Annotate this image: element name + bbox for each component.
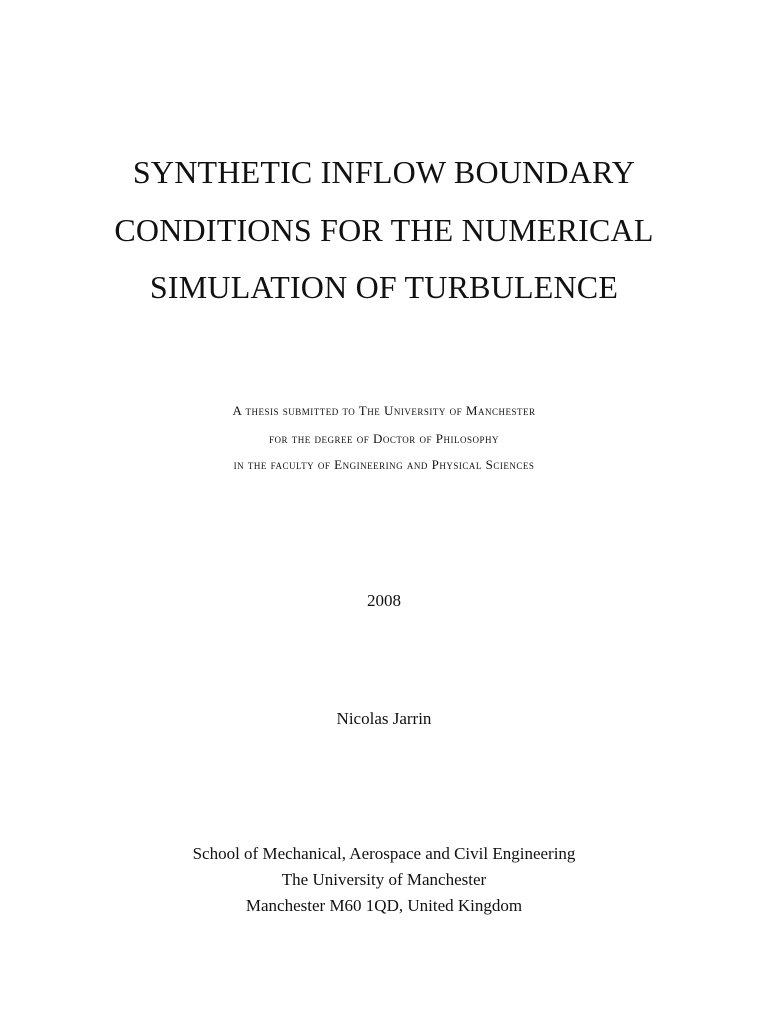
affiliation-line-1: School of Mechanical, Aerospace and Civil Engineering bbox=[192, 844, 576, 863]
title-line-2: CONDITIONS FOR THE NUMERICAL bbox=[114, 212, 654, 248]
title-line-3: SIMULATION OF TURBULENCE bbox=[149, 269, 619, 305]
title-line-1: SYNTHETIC INFLOW BOUNDARY bbox=[132, 154, 636, 190]
affiliation-line-3: Manchester M60 1QD, United Kingdom bbox=[245, 896, 523, 915]
submission-line-3: in the faculty of Engineering and Physical Sciences bbox=[233, 457, 535, 472]
submission-line-2: for the degree of Doctor of Philosophy bbox=[269, 431, 499, 446]
year: 2008 bbox=[367, 591, 401, 610]
submission-line-1: A thesis submitted to The University of Manchester bbox=[232, 403, 536, 418]
author-name: Nicolas Jarrin bbox=[336, 709, 432, 728]
affiliation-line-2: The University of Manchester bbox=[281, 870, 487, 889]
